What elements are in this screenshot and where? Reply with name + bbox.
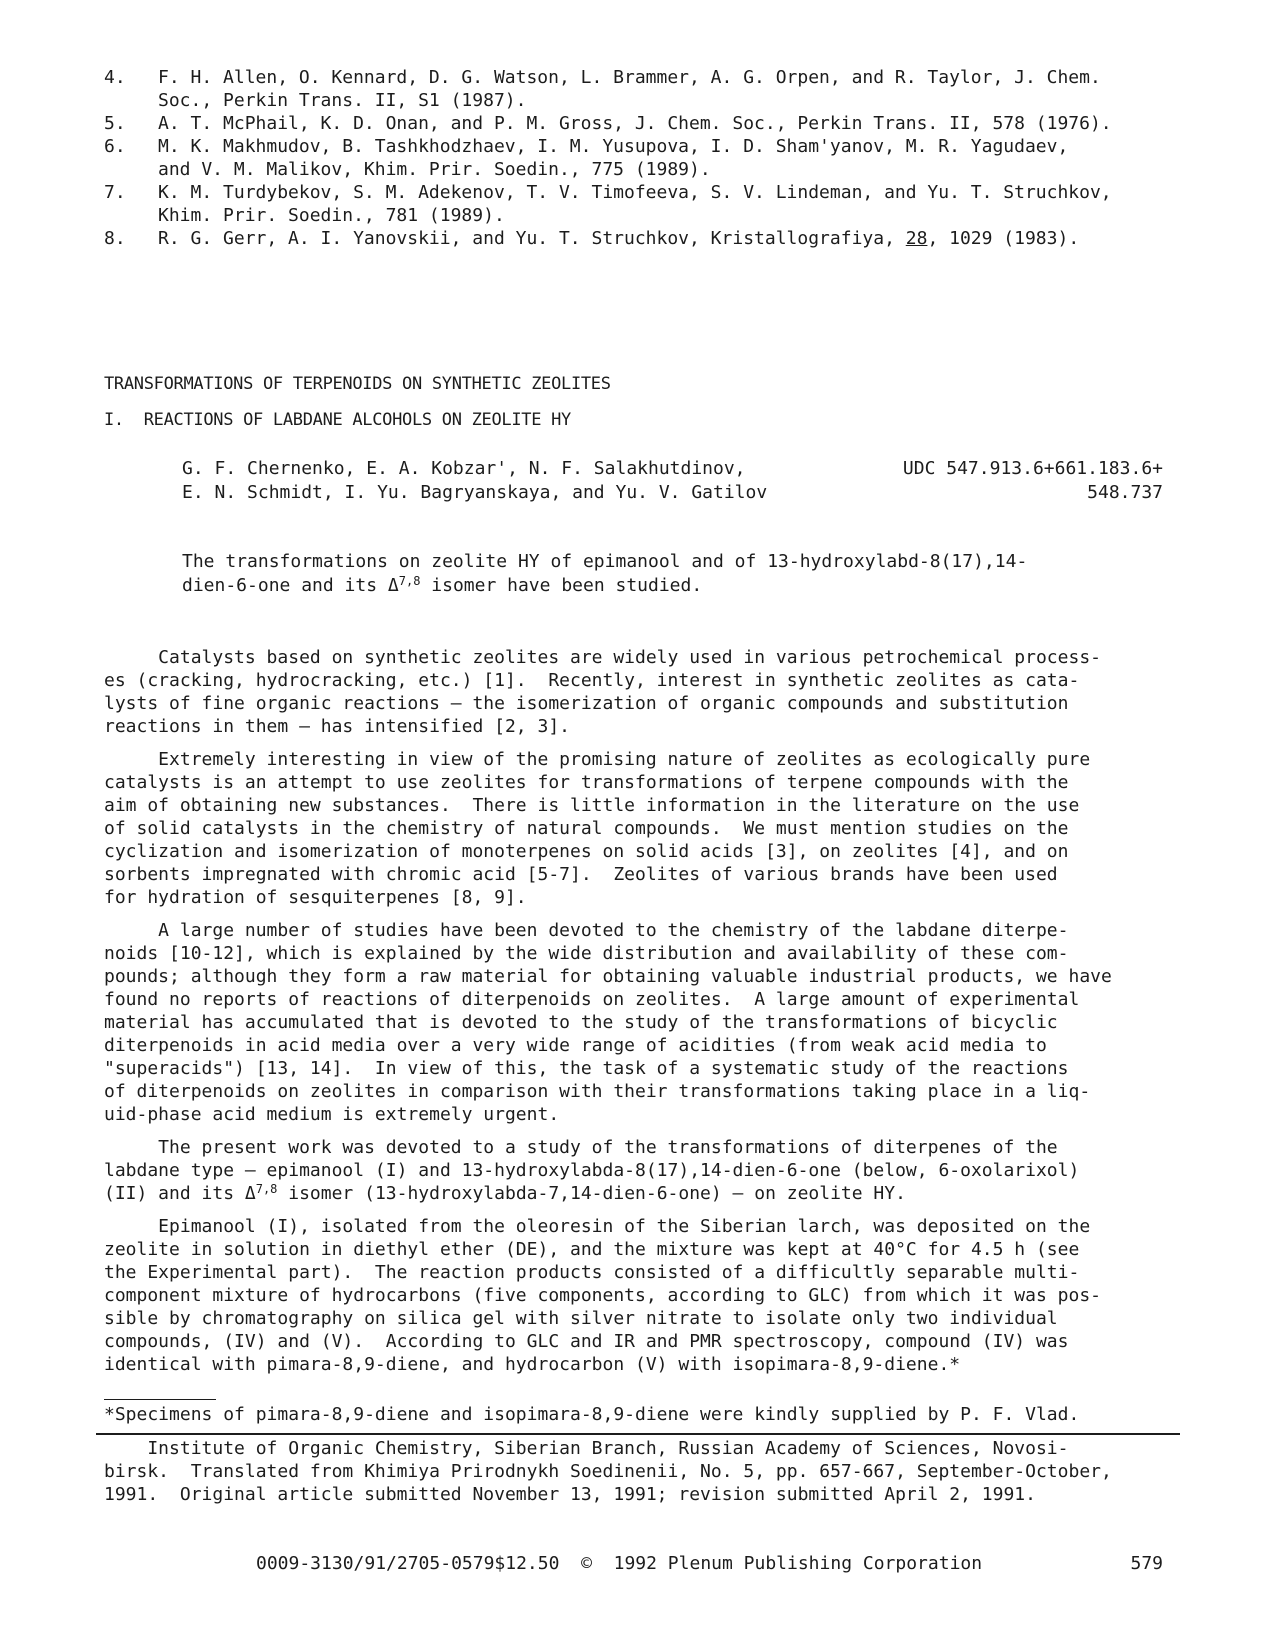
text-line: catalysts is an attempt to use zeolites for transformations of terpene compounds with the bbox=[104, 772, 1069, 793]
reference-line: and V. M. Malikov, Khim. Prir. Soedin., 775 (1989). bbox=[158, 159, 711, 180]
text-line: lysts of fine organic reactions — the isomerization of organic compounds and substitution bbox=[104, 693, 1069, 714]
text-line: A large number of studies have been devoted to the chemistry of the labdane diterpe- bbox=[104, 920, 1069, 941]
superscript: 7,8 bbox=[255, 1182, 278, 1196]
text-line: es (cracking, hydrocracking, etc.) [1]. Recently, interest in synthetic zeolites as cata- bbox=[104, 670, 1080, 691]
reference-line bbox=[158, 227, 1174, 250]
reference-list bbox=[104, 66, 1174, 250]
abstract bbox=[182, 550, 1027, 598]
reference-segment: , 1029 (1983). bbox=[927, 228, 1080, 249]
reference-number: 7. bbox=[104, 182, 126, 203]
text-segment: isomer (13-hydroxylabda-7,14-dien-6-one) — on zeolite HY. bbox=[277, 1183, 906, 1204]
udc-code bbox=[903, 457, 1163, 505]
affiliation-line: 1991. Original article submitted November 13, 1991; revision submitted April 2, 1991. bbox=[104, 1484, 1036, 1505]
reference-line: Soc., Perkin Trans. II, S1 (1987). bbox=[158, 90, 527, 111]
reference-number: 8. bbox=[104, 228, 126, 249]
author-list bbox=[182, 457, 767, 505]
abstract-line bbox=[182, 574, 1027, 598]
text-line: sorbents impregnated with chromic acid [5-7]. Zeolites of various brands have been used bbox=[104, 864, 1058, 885]
reference-number: 6. bbox=[104, 136, 126, 157]
paragraph bbox=[104, 748, 1184, 909]
text-line: noids [10-12], which is explained by the wide distribution and availability of these com- bbox=[104, 943, 1069, 964]
reference-number: 5. bbox=[104, 113, 126, 134]
article-subtitle: I. REACTIONS OF LABDANE ALCOHOLS ON ZEOLITE HY bbox=[104, 410, 571, 430]
reference-volume: 28 bbox=[905, 228, 928, 249]
paragraph bbox=[104, 1215, 1184, 1376]
text-line: diterpenoids in acid media over a very wide range of acidities (from weak acid media to bbox=[104, 1035, 1047, 1056]
text-line: pounds; although they form a raw material for obtaining valuable industrial products, we have bbox=[104, 966, 1112, 987]
udc-line: UDC 547.913.6+661.183.6+ bbox=[902, 458, 1163, 479]
reference-number: 4. bbox=[104, 67, 126, 88]
body-text bbox=[104, 646, 1184, 1386]
text-line: uid-phase acid medium is extremely urgent. bbox=[104, 1104, 560, 1125]
reference-item bbox=[104, 181, 1174, 227]
text-line: Epimanool (I), isolated from the oleoresin of the Siberian larch, was deposited on the bbox=[104, 1216, 1091, 1237]
text-line: the Experimental part). The reaction products consisted of a difficultly separable multi- bbox=[104, 1262, 1080, 1283]
udc-line: 548.737 bbox=[1087, 482, 1163, 503]
page-number: 579 bbox=[1130, 1553, 1163, 1574]
author-line: E. N. Schmidt, I. Yu. Bagryanskaya, and Yu. V. Gatilov bbox=[182, 482, 768, 503]
text-line: cyclization and isomerization of monoterpenes on solid acids [3], on zeolites [4], and on bbox=[104, 841, 1069, 862]
reference-text bbox=[158, 135, 1174, 181]
text-line: The present work was devoted to a study of the transformations of diterpenes of the bbox=[104, 1137, 1058, 1158]
paragraph bbox=[104, 1136, 1184, 1205]
reference-segment: R. G. Gerr, A. I. Yanovskii, and Yu. T. Struchkov, Kristallografiya, bbox=[158, 228, 906, 249]
text-line: found no reports of reactions of diterpenoids on zeolites. A large amount of experimental bbox=[104, 989, 1080, 1010]
text-line: component mixture of hydrocarbons (five components, according to GLC) from which it was pos- bbox=[104, 1285, 1101, 1306]
text-line: "superacids") [13, 14]. In view of this, the task of a systematic study of the reactions bbox=[104, 1058, 1069, 1079]
article-title: TRANSFORMATIONS OF TERPENOIDS ON SYNTHETIC ZEOLITES bbox=[104, 374, 611, 394]
superscript: 7,8 bbox=[398, 574, 421, 588]
footnote: *Specimens of pimara-8,9-diene and isopimara-8,9-diene were kindly supplied by P. F. Vlad. bbox=[104, 1404, 1080, 1425]
reference-line: M. K. Makhmudov, B. Tashkhodzhaev, I. M. Yusupova, I. D. Sham'yanov, M. R. Yagudaev, bbox=[158, 136, 1069, 157]
affiliation-line: Institute of Organic Chemistry, Siberian Branch, Russian Academy of Sciences, Novosi- bbox=[104, 1438, 1069, 1459]
text-line bbox=[104, 1182, 1184, 1205]
text-line: sible by chromatography on silica gel with silver nitrate to isolate only two individual bbox=[104, 1308, 1058, 1329]
text-line: labdane type — epimanool (I) and 13-hydroxylabda-8(17),14-dien-6-one (below, 6-oxolarixol) bbox=[104, 1160, 1080, 1181]
text-segment: (II) and its Δ bbox=[104, 1183, 256, 1204]
abstract-segment: isomer have been studied. bbox=[420, 575, 703, 596]
text-line: of diterpenoids on zeolites in comparison with their transformations taking place in a liq- bbox=[104, 1081, 1091, 1102]
text-line: of solid catalysts in the chemistry of natural compounds. We must mention studies on the bbox=[104, 818, 1069, 839]
footnote-divider bbox=[104, 1399, 216, 1400]
paragraph bbox=[104, 646, 1184, 738]
reference-line: F. H. Allen, O. Kennard, D. G. Watson, L. Brammer, A. G. Orpen, and R. Taylor, J. Chem. bbox=[158, 67, 1101, 88]
text-line: material has accumulated that is devoted to the study of the transformations of bicyclic bbox=[104, 1012, 1058, 1033]
reference-text bbox=[158, 112, 1174, 135]
reference-text bbox=[158, 227, 1174, 250]
paragraph bbox=[104, 919, 1184, 1126]
affiliation-note bbox=[104, 1437, 1112, 1506]
reference-text bbox=[158, 181, 1174, 227]
reference-item bbox=[104, 227, 1174, 250]
author-line: G. F. Chernenko, E. A. Kobzar', N. F. Salakhutdinov, bbox=[182, 458, 746, 479]
text-line: Catalysts based on synthetic zeolites are widely used in various petrochemical process- bbox=[104, 647, 1101, 668]
affiliation-line: birsk. Translated from Khimiya Prirodnykh Soedinenii, No. 5, pp. 657-667, September-October, bbox=[104, 1461, 1112, 1482]
affiliation-divider bbox=[96, 1433, 1180, 1435]
copyright-footer: 0009-3130/91/2705-0579$12.50 © 1992 Plenum Publishing Corporation bbox=[256, 1553, 983, 1574]
text-line: compounds, (IV) and (V). According to GLC and IR and PMR spectroscopy, compound (IV) was bbox=[104, 1331, 1069, 1352]
text-line: identical with pimara-8,9-diene, and hydrocarbon (V) with isopimara-8,9-diene.* bbox=[104, 1354, 961, 1375]
reference-item bbox=[104, 135, 1174, 181]
text-line: aim of obtaining new substances. There is little information in the literature on the use bbox=[104, 795, 1080, 816]
reference-line: K. M. Turdybekov, S. M. Adekenov, T. V. Timofeeva, S. V. Lindeman, and Yu. T. Struchkov, bbox=[158, 182, 1112, 203]
reference-text bbox=[158, 66, 1174, 112]
reference-line: A. T. McPhail, K. D. Onan, and P. M. Gross, J. Chem. Soc., Perkin Trans. II, 578 (1976). bbox=[158, 113, 1112, 134]
reference-line: Khim. Prir. Soedin., 781 (1989). bbox=[158, 205, 505, 226]
abstract-segment: dien-6-one and its Δ bbox=[182, 575, 399, 596]
abstract-line: The transformations on zeolite HY of epimanool and of 13-hydroxylabd-8(17),14- bbox=[182, 551, 1028, 572]
text-line: reactions in them — has intensified [2, 3]. bbox=[104, 716, 570, 737]
reference-item bbox=[104, 66, 1174, 112]
reference-item bbox=[104, 112, 1174, 135]
text-line: zeolite in solution in diethyl ether (DE), and the mixture was kept at 40°C for 4.5 h (see bbox=[104, 1239, 1080, 1260]
text-line: for hydration of sesquiterpenes [8, 9]. bbox=[104, 887, 527, 908]
text-line: Extremely interesting in view of the promising nature of zeolites as ecologically pure bbox=[104, 749, 1091, 770]
